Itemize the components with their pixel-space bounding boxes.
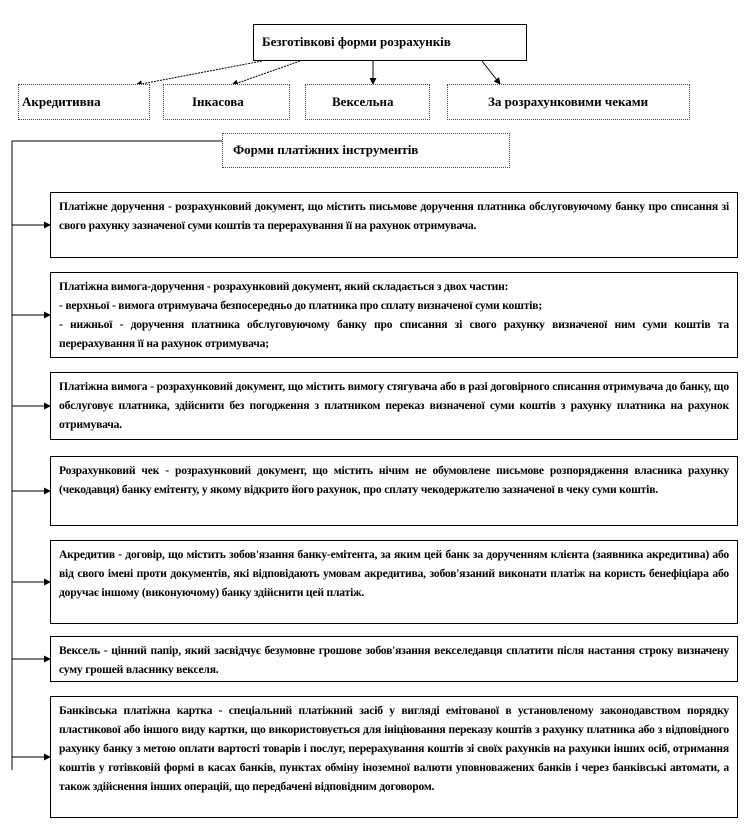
form-box-akredytyvna [18,84,150,120]
instrument-box-veksel [50,636,738,682]
instrument-text: Акредитив - договір, що містить зобов'язання банку-емітента, за яким цей банк за дорученням клієнта (заявника акредитива) або від свого імені проти документів, які відповідають умовам акредитива, зобов'язаний виконати платіж на користь бенефіціара або доручає іншому (виконуючому) банку здійснити цей платіж. [59,548,729,599]
arrow-to-inkasova [232,61,300,85]
instrument-text: Платіжна вимога - розрахунковий документ, що містить вимогу стягувача або в разі договірного списання отримувача до банку, що обслуговує платника, здійснити без погодження з платником переказ визначеної суми коштів з рахунку платника на рахунок отримувача. [59,380,729,431]
form-label: Інкасова [192,94,244,109]
instrument-text: Банківська платіжна картка - спеціальний платіжний засіб у вигляді емітованої в установленому законодавством порядку пластикової або іншого виду картки, що використовується для ініціювання переказу коштів з рахунку платника або з відповідного рахунку банку з метою оплати вартості товарів і послуг, перерахування коштів зі своїх рахунків на рахунки інших осіб, отримання коштів у готівковій формі в касах банків, пунктах обміну іноземної валюти уповноважених банків і через банківські автомати, а також здійснення інших операцій, що передбачені відповідним договором. [59,704,729,793]
form-label: Акредитивна [22,94,101,109]
instrument-box-platizhna-vymoga [50,372,738,440]
instrument-box-platizhne-doruchennia [50,192,738,258]
form-label: Вексельна [332,94,394,109]
instruments-header-box [222,133,510,168]
arrow-to-cheky [482,61,500,84]
instrument-text: - верхньої - вимога отримувача безпосередньо до платника про сплату визначеної суми коштів; [59,299,542,312]
root-label: Безготівкові форми розрахунків [262,34,451,49]
form-box-cheky [447,84,690,120]
instrument-box-akredytyv [50,540,738,624]
instrument-text: Платіжна вимога-доручення - розрахунковий документ, який складається з двох частин: [59,280,509,293]
form-box-inkasova [163,84,290,120]
instrument-box-bankivska-kartka [50,696,738,818]
instrument-box-platizhna-vymoga-doruchennia [50,272,738,358]
instrument-text: Платіжне доручення - розрахунковий документ, що містить письмове доручення платника обслуговуючому банку про списання зі свого рахунку зазначеної суми коштів та перерахування її на рахунок отримувача. [59,200,729,232]
instrument-text: Вексель - цінний папір, який засвідчує безумовне грошове зобов'язання векселедавця сплатити після настання строку визначену суму грошей власнику векселя. [59,644,729,676]
form-box-vekselna [305,84,430,120]
instruments-header-label: Форми платіжних інструментів [233,142,419,157]
root-box [253,24,527,61]
form-label: За розрахунковими чеками [488,94,649,109]
instrument-text: Розрахунковий чек - розрахунковий документ, що містить нічим не обумовлене письмове розпорядження власника рахунку (чекодавця) банку емітенту, у якому відкрито його рахунок, про сплату чекодержателю зазначеної в чеку суми коштів. [59,464,729,496]
instrument-text: - нижньої - доручення платника обслуговуючому банку про списання зі свого рахунку визначеної ним суми коштів та перерахування її на рахунок отримувача; [59,318,729,350]
instrument-box-rozrakhunkovyi-chek [50,456,738,526]
